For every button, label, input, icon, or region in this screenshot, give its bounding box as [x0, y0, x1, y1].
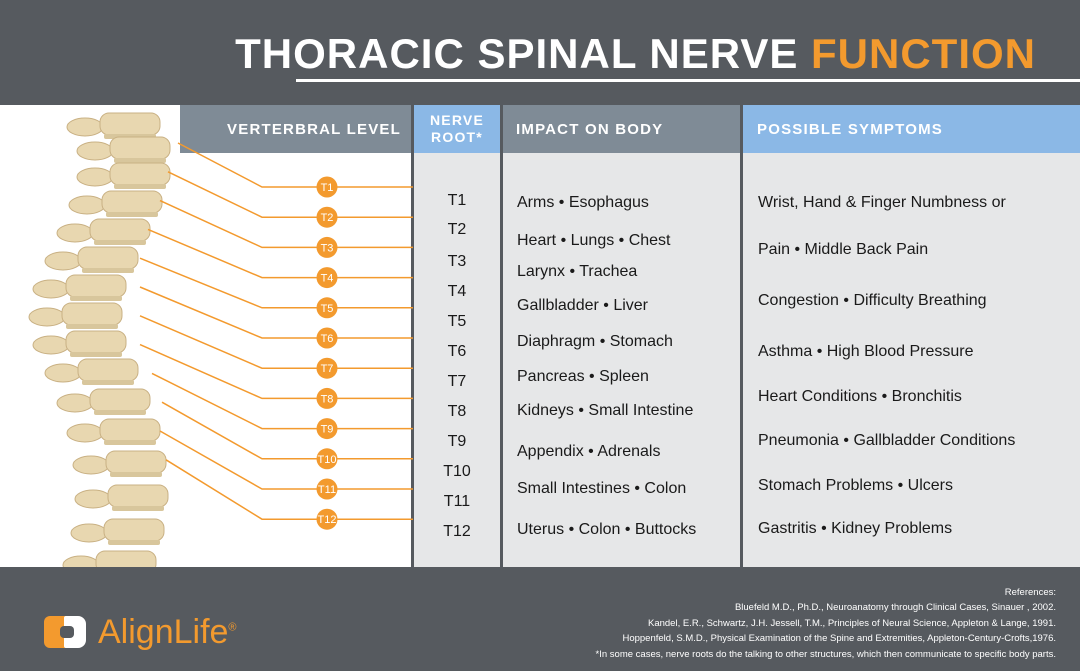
symptom-item: Wrist, Hand & Finger Numbness or	[758, 194, 1006, 211]
intervertebral-disc	[70, 352, 122, 357]
nerve-root-label: T11	[443, 493, 471, 510]
vertebra-body	[108, 485, 168, 507]
nerve-root-label: T3	[447, 253, 467, 270]
nerve-root-label: T2	[447, 221, 467, 238]
spinous-process	[45, 252, 81, 270]
vertebra-body	[62, 303, 122, 325]
nerve-root-label: T9	[447, 433, 467, 450]
vertebra-body	[100, 113, 160, 135]
vertebra-body	[90, 389, 150, 411]
intervertebral-disc	[82, 380, 134, 385]
registered-mark: ®	[228, 621, 237, 634]
symptom-item: Asthma • High Blood Pressure	[758, 343, 974, 360]
intervertebral-disc	[106, 212, 158, 217]
nerve-root-label: T8	[447, 403, 467, 420]
reference-item: Bluefeld M.D., Ph.D., Neuroanatomy through Clinical Cases, Sinauer , 2002.	[734, 602, 1056, 614]
nerve-root-label: T10	[443, 463, 471, 480]
vertebra-badge-label: T2	[320, 212, 334, 225]
nerve-root-label: T7	[447, 373, 467, 390]
title-accent: FUNCTION	[811, 30, 1036, 77]
vertebra-body	[110, 163, 170, 185]
footnote: *In some cases, nerve roots do the talking to other structures, which then communicate to specific body parts.	[595, 648, 1056, 660]
vertebra-body	[66, 275, 126, 297]
vertebra-badge-label: T5	[320, 302, 334, 315]
alignlife-logo[interactable]	[44, 612, 237, 652]
spinous-process	[29, 308, 65, 326]
vertebra-badge-label: T4	[320, 272, 334, 285]
intervertebral-disc	[110, 472, 162, 477]
nerve-line	[168, 172, 413, 217]
spinous-process	[77, 142, 113, 160]
vertebra-body	[102, 191, 162, 213]
spinous-process	[57, 394, 93, 412]
spinous-process	[75, 490, 111, 508]
impact-item: Heart • Lungs • Chest	[517, 232, 671, 249]
vertebra-badge-label: T6	[320, 333, 334, 345]
intervertebral-disc	[94, 410, 146, 415]
spinous-process	[45, 364, 81, 382]
symptom-item: Gastritis • Kidney Problems	[758, 520, 953, 537]
nerve-root-label: T12	[443, 523, 471, 540]
nerve-line	[178, 143, 413, 187]
header-nerve-root-line2: ROOT*	[431, 129, 483, 145]
vertebra-body	[96, 551, 156, 567]
impact-item: Arms • Esophagus	[517, 194, 649, 211]
vertebra-badge-label: T9	[320, 423, 334, 436]
spinous-process	[77, 168, 113, 186]
impact-item: Larynx • Trachea	[517, 263, 638, 280]
reference-item: Hoppenfeld, S.M.D., Physical Examination of the Spine and Extremities, Appleton-Century-Crofts,1976.	[622, 633, 1056, 645]
spinous-process	[67, 424, 103, 442]
intervertebral-disc	[114, 184, 166, 189]
vertebra-body	[106, 451, 166, 473]
symptom-item: Heart Conditions • Bronchitis	[758, 388, 962, 405]
title-underline	[296, 79, 1080, 82]
spinous-process	[33, 336, 69, 354]
spine-vertebrae	[29, 113, 170, 567]
alignlife-logo-icon	[44, 614, 88, 650]
vertebra-body	[104, 519, 164, 541]
spinous-process	[57, 224, 93, 242]
vertebra-body	[78, 247, 138, 269]
symptom-item: Congestion • Difficulty Breathing	[758, 292, 987, 309]
logo-text: AlignLife®	[98, 612, 237, 651]
header-vertebral-level: VERTERBRAL LEVEL	[180, 105, 411, 153]
page-title	[235, 30, 1036, 78]
spinous-process	[33, 280, 69, 298]
nerve-line	[140, 345, 413, 399]
nerve-line	[140, 287, 413, 338]
nerve-line	[140, 258, 413, 308]
reference-item: Kandel, E.R., Schwartz, J.H. Jessell, T.M., Principles of Neural Science, Appleton & Lange, 1991.	[647, 617, 1056, 629]
intervertebral-disc	[82, 268, 134, 273]
vertebra-badge-label: T11	[317, 484, 337, 496]
intervertebral-disc	[94, 240, 146, 245]
header-nerve-root-line1: NERVE	[430, 112, 484, 128]
title-main: THORACIC SPINAL NERVE	[235, 30, 799, 77]
references	[596, 585, 1056, 662]
vertebra-body	[110, 137, 170, 159]
intervertebral-disc	[112, 506, 164, 511]
spinous-process	[71, 524, 107, 542]
spine-illustration	[0, 105, 414, 567]
header-impact: IMPACT ON BODY	[503, 105, 740, 153]
spinous-process	[67, 118, 103, 136]
nerve-lines	[140, 143, 413, 519]
symptom-item: Stomach Problems • Ulcers	[758, 477, 953, 494]
intervertebral-disc	[104, 440, 156, 445]
impact-item: Uterus • Colon • Buttocks	[517, 521, 697, 538]
vertebra-body	[66, 331, 126, 353]
header-symptoms: POSSIBLE SYMPTOMS	[743, 105, 1080, 153]
impact-item: Pancreas • Spleen	[517, 368, 649, 385]
impact-item: Gallbladder • Liver	[517, 297, 648, 314]
intervertebral-disc	[66, 324, 118, 329]
nerve-line	[152, 373, 413, 428]
symptom-item: Pneumonia • Gallbladder Conditions	[758, 432, 1016, 449]
intervertebral-disc	[114, 158, 166, 163]
vertebra-badge-label: T10	[317, 453, 337, 466]
vertebra-body	[78, 359, 138, 381]
intervertebral-disc	[108, 540, 160, 545]
spinous-process	[69, 196, 105, 214]
nerve-root-label: T4	[447, 283, 467, 300]
vertebra-badge-label: T1	[320, 182, 334, 194]
nerve-line	[140, 316, 413, 368]
header-nerve-root	[414, 105, 500, 153]
nerve-root-label: T5	[447, 313, 467, 330]
vertebra-badge-label: T12	[317, 514, 337, 527]
intervertebral-disc	[70, 296, 122, 301]
vertebra-body	[100, 419, 160, 441]
impact-item: Kidneys • Small Intestine	[517, 402, 694, 419]
impact-item: Small Intestines • Colon	[517, 480, 687, 497]
impact-item: Diaphragm • Stomach	[517, 333, 673, 350]
nerve-root-label: T1	[447, 192, 467, 209]
spinous-process	[63, 556, 99, 567]
impact-item: Appendix • Adrenals	[517, 443, 661, 460]
symptom-item: Pain • Middle Back Pain	[758, 241, 929, 258]
vertebra-badges	[317, 177, 338, 530]
vertebra-badge-label: T7	[320, 363, 334, 376]
nerve-line	[148, 229, 413, 277]
spinous-process	[73, 456, 109, 474]
nerve-line	[162, 402, 413, 459]
nerve-root-label: T6	[447, 343, 467, 360]
nerve-line	[160, 201, 413, 248]
vertebra-badge-label: T8	[320, 393, 334, 406]
impact-column	[503, 153, 740, 567]
references-heading: References:	[1004, 587, 1056, 598]
vertebra-badge-label: T3	[320, 242, 334, 255]
column-divider	[500, 105, 503, 567]
column-divider	[740, 105, 743, 567]
vertebra-body	[90, 219, 150, 241]
